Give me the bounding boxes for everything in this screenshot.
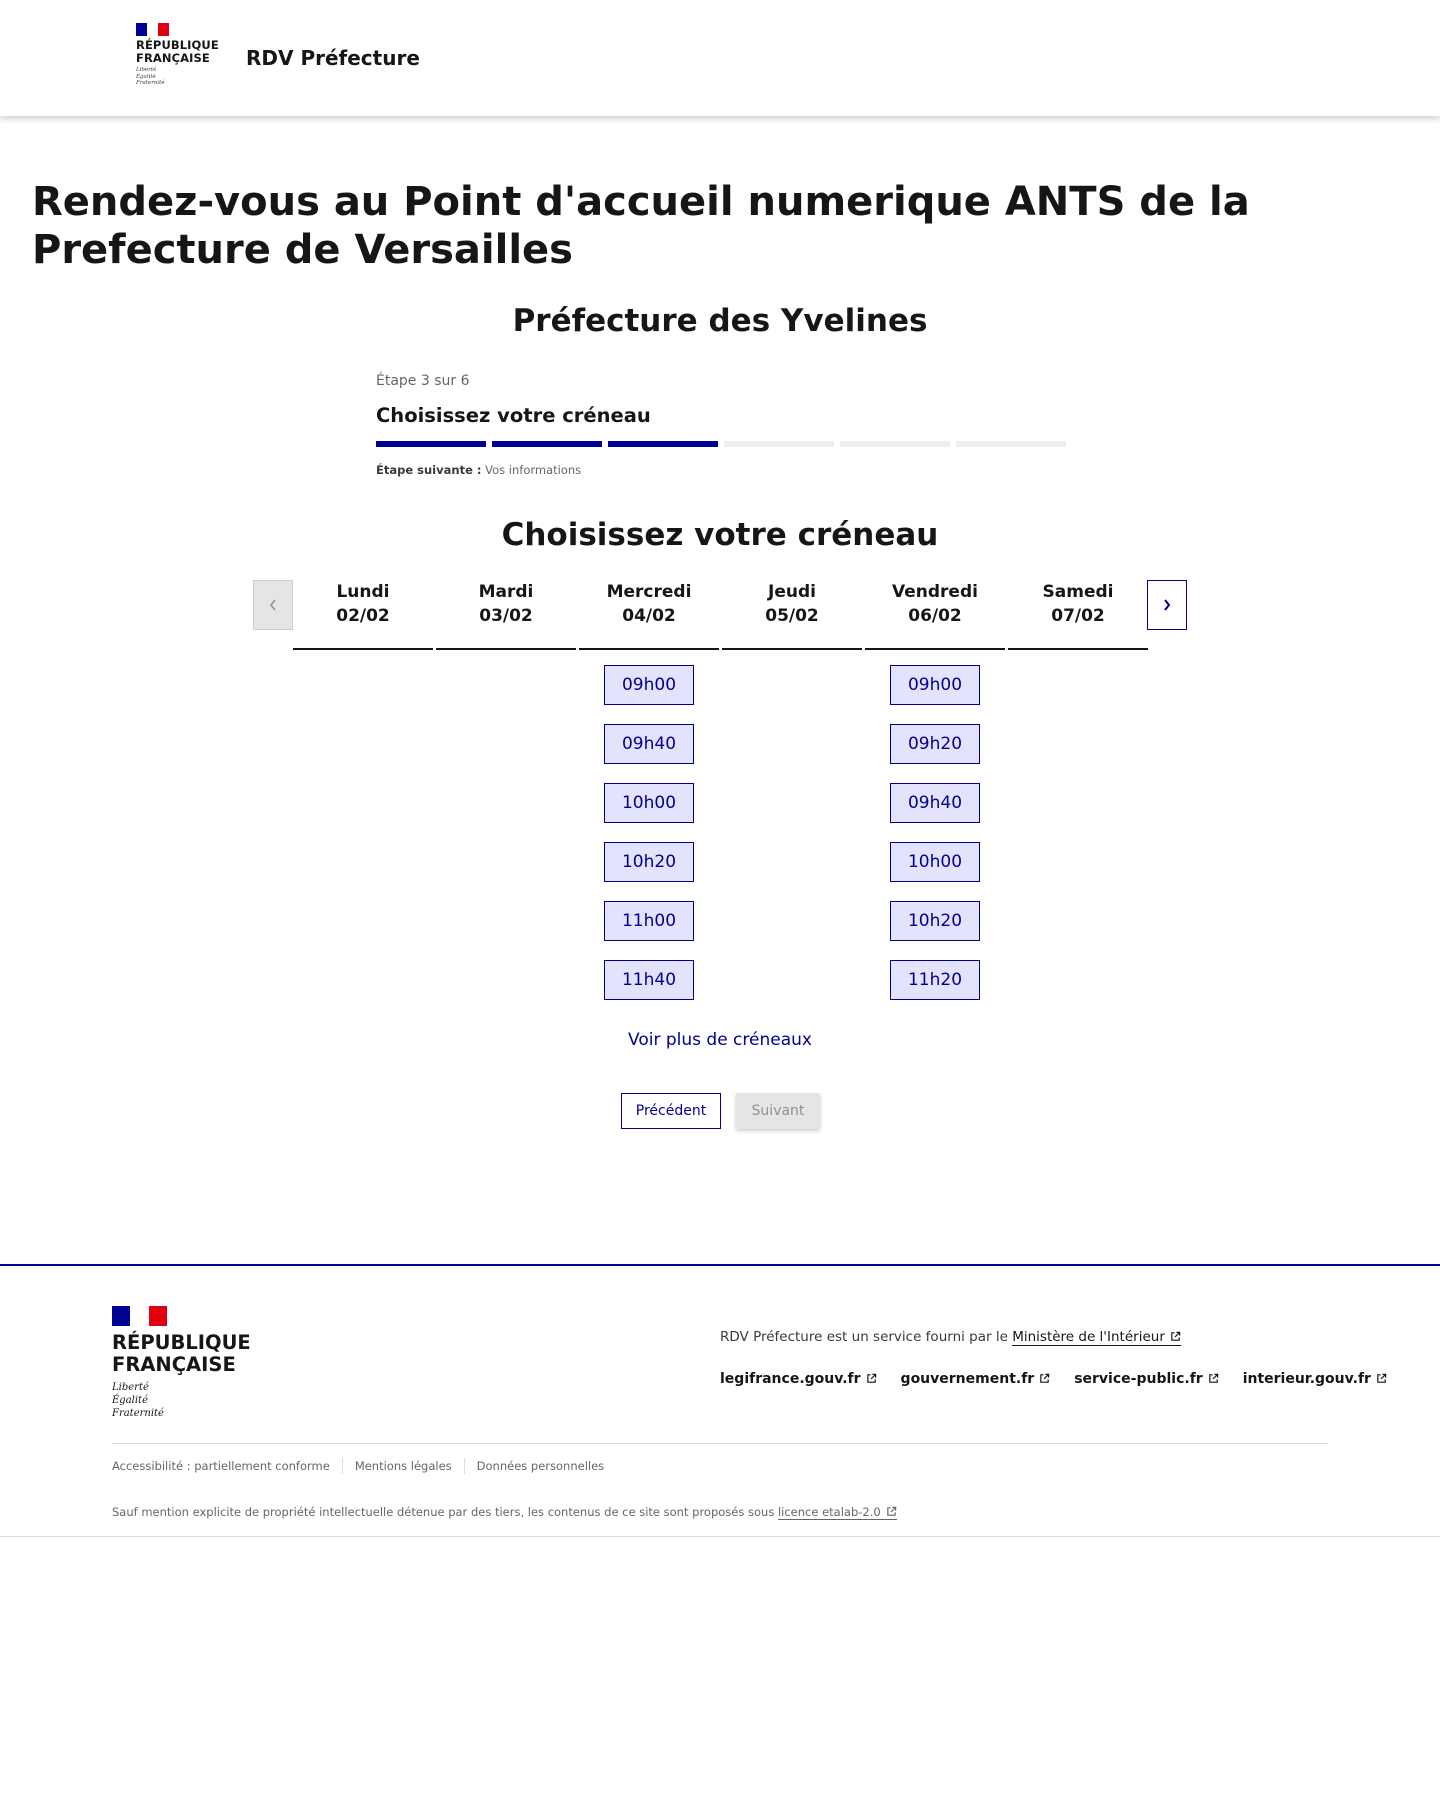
footer-bottom-links: [112, 1458, 604, 1474]
ministere-link[interactable]: [1012, 1329, 1181, 1346]
footer-motto: [112, 1381, 252, 1420]
motto-line-2: Égalité: [136, 73, 156, 80]
next-button[interactable]: Suivant: [736, 1093, 820, 1129]
chevron-right-icon: [1162, 598, 1172, 612]
stepper: [376, 372, 1066, 478]
time-slot-button[interactable]: 11h20: [890, 960, 980, 1000]
footer-link-service-public[interactable]: [1074, 1369, 1218, 1389]
time-slot-button[interactable]: 10h00: [890, 842, 980, 882]
link-separator: [342, 1458, 343, 1474]
step-state: Étape 3 sur 6: [376, 373, 470, 389]
day-column-header: [579, 580, 719, 650]
external-link-icon: [1039, 1373, 1050, 1384]
time-slot-button[interactable]: 11h00: [604, 901, 694, 941]
licence-etalab-link[interactable]: [778, 1505, 897, 1520]
previous-week-button[interactable]: [253, 580, 293, 630]
step-progress: [376, 441, 1066, 447]
ministere-link-label: Ministère de l'Intérieur: [1012, 1329, 1165, 1345]
footer-logo[interactable]: [112, 1306, 252, 1422]
motto-line-3: Fraternité: [136, 80, 165, 86]
chevron-left-icon: [268, 598, 278, 612]
day-name: Lundi: [336, 582, 390, 602]
day-date: 07/02: [1051, 606, 1105, 626]
page-title: Rendez-vous au Point d'accueil numerique ANTS de la Prefecture de Versailles: [32, 179, 1250, 273]
footer-link-label: gouvernement.fr: [900, 1371, 1035, 1387]
day-date: 02/02: [336, 606, 390, 626]
next-week-button[interactable]: [1147, 580, 1187, 630]
day-name: Vendredi: [892, 582, 978, 602]
time-slot-button[interactable]: 09h40: [604, 724, 694, 764]
french-flag-icon: [112, 1306, 167, 1326]
logo-line-1: RÉPUBLIQUE: [136, 38, 219, 52]
external-link-icon: [866, 1373, 877, 1384]
footer-logo-line-2: FRANÇAISE: [112, 1353, 236, 1376]
day-column-header: [722, 580, 862, 650]
external-link-icon: [1208, 1373, 1219, 1384]
footer-license: [112, 1504, 897, 1520]
logo-text: [136, 38, 219, 65]
day-name: Samedi: [1042, 582, 1114, 602]
time-slot-button[interactable]: 11h40: [604, 960, 694, 1000]
day-column-header: [436, 580, 576, 650]
step-bar-1: [376, 441, 486, 447]
footer-logo-line-1: RÉPUBLIQUE: [112, 1331, 251, 1354]
footer-link-legifrance[interactable]: [720, 1369, 877, 1389]
service-name-link[interactable]: RDV Préfecture: [246, 46, 420, 70]
step-title: Choisissez votre créneau: [376, 404, 651, 427]
time-slot-button[interactable]: 10h20: [890, 901, 980, 941]
day-name: Mardi: [478, 582, 534, 602]
republique-francaise-logo[interactable]: [136, 23, 219, 95]
footer-link-label: interieur.gouv.fr: [1242, 1371, 1371, 1387]
external-link-icon: [886, 1506, 897, 1517]
footer-description: [720, 1327, 1181, 1347]
time-slot-button[interactable]: 09h00: [604, 665, 694, 705]
mentions-legales-link[interactable]: Mentions légales: [354, 1459, 452, 1473]
time-slot-button[interactable]: 10h20: [604, 842, 694, 882]
day-column-header: [1008, 580, 1148, 650]
footer-divider: [112, 1443, 1328, 1444]
step-bar-6: [956, 441, 1066, 447]
next-step-value: Vos informations: [485, 463, 582, 477]
site-footer: [0, 1264, 1440, 1537]
motto: [136, 67, 210, 87]
slots-section-title: Choisissez votre créneau: [501, 517, 939, 553]
step-bar-2: [492, 441, 602, 447]
site-header: [0, 0, 1440, 116]
footer-link-gouvernement[interactable]: [901, 1369, 1051, 1389]
step-bar-3: [608, 441, 718, 447]
footer-motto-line-2: Égalité: [112, 1395, 148, 1406]
donnees-personnelles-link[interactable]: Données personnelles: [476, 1459, 605, 1473]
footer-external-links: [720, 1369, 1411, 1389]
previous-button[interactable]: Précédent: [621, 1093, 721, 1129]
footer-link-interieur[interactable]: [1243, 1369, 1387, 1389]
time-slot-button[interactable]: 09h20: [890, 724, 980, 764]
day-date: 03/02: [479, 606, 533, 626]
external-link-icon: [1170, 1331, 1181, 1342]
day-name: Jeudi: [768, 582, 816, 602]
footer-link-label: service-public.fr: [1074, 1371, 1203, 1387]
french-flag-icon: [136, 23, 169, 36]
footer-motto-line-1: Liberté: [112, 1382, 149, 1393]
day-column-header: [865, 580, 1005, 650]
day-date: 05/02: [765, 606, 819, 626]
external-link-icon: [1376, 1373, 1387, 1384]
accessibilite-link[interactable]: Accessibilité : partiellement conforme: [112, 1459, 330, 1473]
footer-link-label: legifrance.gouv.fr: [720, 1371, 861, 1387]
motto-line-1: Liberté: [136, 67, 157, 73]
logo-line-2: FRANÇAISE: [136, 50, 210, 65]
link-separator: [464, 1458, 465, 1474]
licence-link-label: licence etalab-2.0: [777, 1505, 881, 1519]
time-slot-button[interactable]: 09h40: [890, 783, 980, 823]
more-slots-link[interactable]: Voir plus de créneaux: [628, 1030, 812, 1050]
day-date: 06/02: [908, 606, 962, 626]
time-slot-button[interactable]: 10h00: [604, 783, 694, 823]
license-text: Sauf mention explicite de propriété intellectuelle détenue par des tiers, les contenus de ce site sont proposés sous: [112, 1505, 775, 1519]
prefecture-title: Préfecture des Yvelines: [512, 303, 928, 339]
next-step-label: Étape suivante :: [376, 463, 482, 477]
step-bar-5: [840, 441, 950, 447]
footer-logo-text: [112, 1332, 252, 1376]
footer-description-text: RDV Préfecture est un service fourni par le: [720, 1329, 1008, 1345]
step-bar-4: [724, 441, 834, 447]
day-column-header: [293, 580, 433, 650]
day-date: 04/02: [622, 606, 676, 626]
footer-motto-line-3: Fraternité: [112, 1408, 164, 1419]
next-step: [376, 462, 1066, 478]
time-slot-button[interactable]: 09h00: [890, 665, 980, 705]
day-name: Mercredi: [606, 582, 692, 602]
